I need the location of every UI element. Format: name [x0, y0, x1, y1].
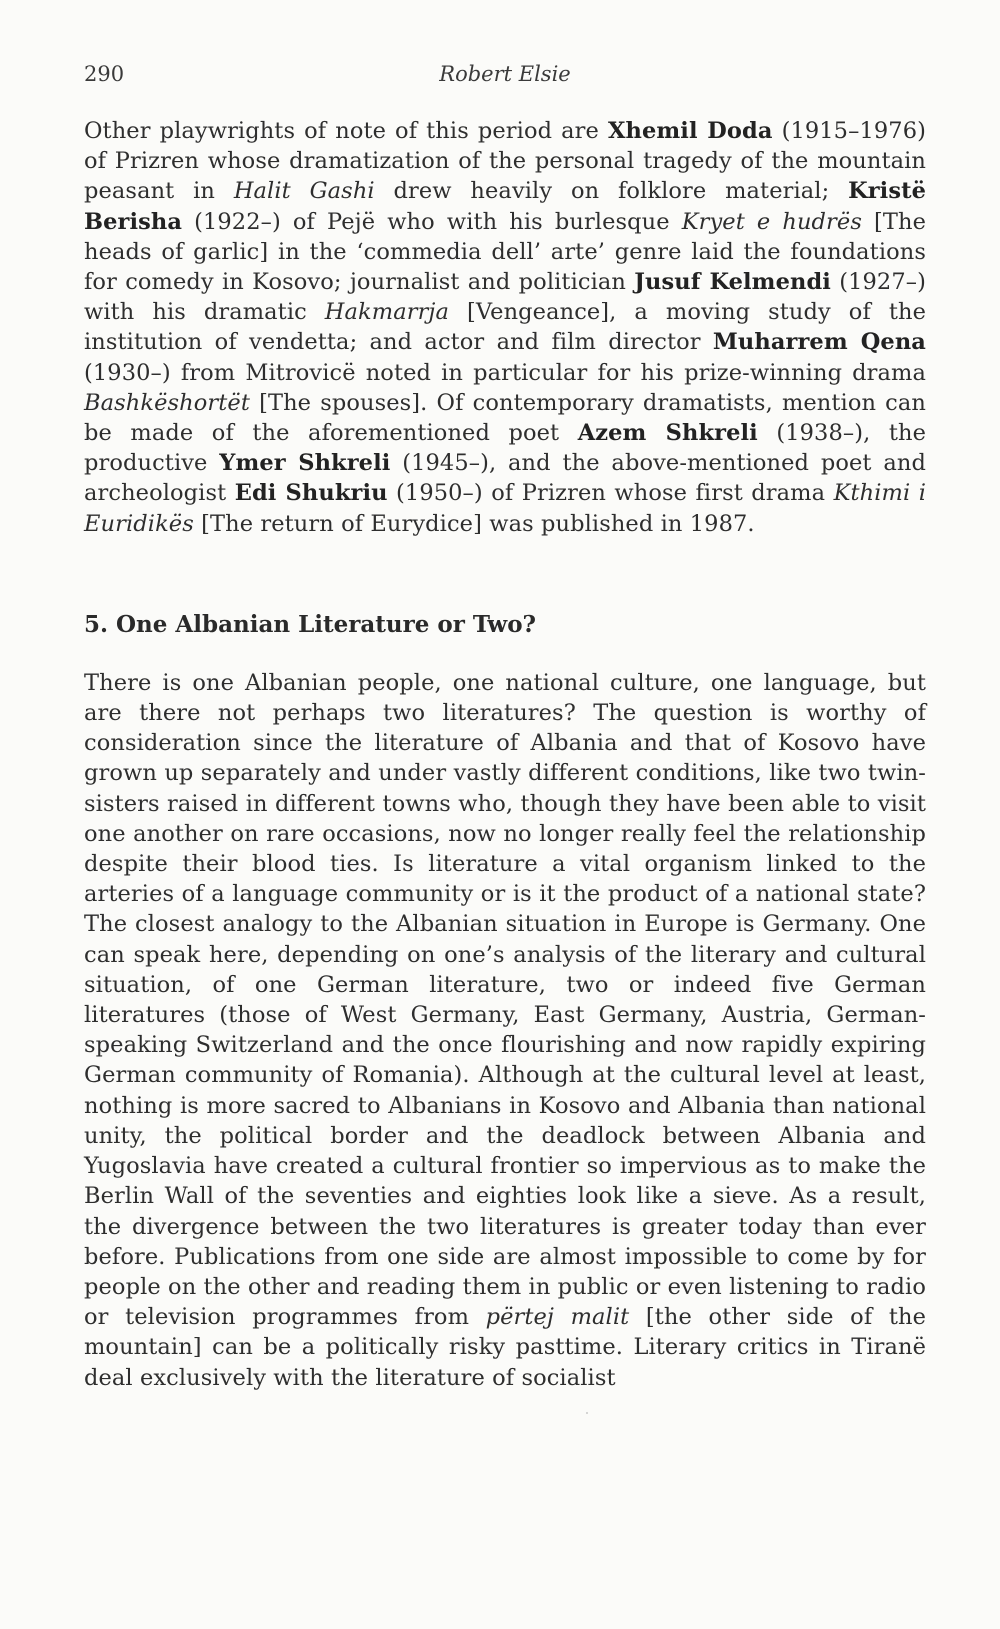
paragraph-text: Other playwrights of note of this period are	[84, 118, 608, 144]
paragraph-text: There is one Albanian people, one national culture, one language, but are there not perhaps two literatures? The question is worthy of consideration since the literature of Albania and that of Kosovo have grown up separately and under vastly different conditions, like two twin-sisters raised in different towns who, though they have been able to visit one another on rare occasions, now no longer really feel the relationship despite their blood ties. Is literature a vital organism linked to the arteries of a language community or is it the product of a national state? The closest analogy to the Albanian situation in Europe is Germany. One can speak here, depending on one’s analysis of the literary and cultural situation, of one German literature, two or indeed five German literatures (those of West Germany, East Germany, Austria, German-speaking Switzerland and the once flourishing and now rapidly expiring German community of Romania). Although at the cultural level at least, nothing is more sacred to Albanians in Kosovo and Albania than national unity, the political border and the deadlock between Albania and Yugoslavia have created a cultural frontier so impervious as to make the Berlin Wall of the seventies and eighties look like a sieve. As a result, the divergence between the two literatures is greater today than ever before. Publications from one side are almost impossible to come by for people on the other and reading them in public or even listening to radio or television programmes from	[84, 669, 926, 1331]
running-head-author: Robert Elsie	[439, 62, 571, 86]
author-name: Edi Shukriu	[234, 480, 388, 507]
paragraph-text: [the other side of the mountain] can be a politically risky pasttime. Literary critics in Tiranë deal exclusively with the literature of socialist	[84, 1304, 926, 1391]
scan-speck	[586, 1412, 588, 1414]
section-heading: 5. One Albanian Literature or Two?	[84, 610, 537, 638]
paragraph-text: (1915–1976) of Prizren whose dramatization of the personal tragedy of the mountain peasant in	[84, 118, 926, 205]
page-number: 290	[84, 62, 125, 86]
paragraph-text: [The return of Eurydice] was published in 1987.	[193, 510, 755, 537]
paragraph-playwrights	[84, 116, 926, 539]
running-head	[84, 62, 926, 96]
paragraph-two-literatures	[84, 668, 926, 1393]
book-page	[84, 62, 926, 1393]
author-name: Muharrem Qena	[712, 329, 926, 356]
paragraph-text: (1945–), and the above-mentioned poet and archeologist	[84, 450, 926, 507]
paragraph-text: (1930–) from Mitrovicë noted in particular for his prize-winning drama	[84, 359, 926, 386]
work-title: Kthimi i Euridikës	[84, 480, 926, 537]
work-title: Halit Gashi	[233, 178, 375, 205]
paragraph-text: [The spouses]. Of contemporary dramatists, mention can be made of the aforementioned poet	[84, 389, 926, 447]
author-name: Azem Shkreli	[577, 420, 758, 447]
paragraph-text: (1950–) of Prizren whose first drama	[387, 480, 834, 507]
work-title: Bashkëshortët	[84, 389, 250, 416]
foreign-phrase: përtej malit	[485, 1304, 630, 1331]
work-title: Hakmarrja	[324, 299, 450, 326]
author-name: Xhemil Doda	[607, 118, 773, 144]
paragraph-text: (1922–) of Pejë who with his burlesque	[182, 208, 682, 235]
author-name: Kristë Berisha	[84, 178, 926, 235]
work-title: Kryet e hudrës	[681, 208, 862, 235]
paragraph-text: (1938–), the productive	[84, 420, 927, 477]
paragraph-text: drew heavily on folklore material;	[374, 178, 849, 205]
paragraph-text: [Vengeance], a moving study of the institution of vendetta; and actor and film director	[84, 299, 926, 356]
author-name: Ymer Shkreli	[219, 450, 391, 477]
paragraph-text: [The heads of garlic] in the ‘commedia dell’ arte’ genre laid the foundations for comedy in Kosovo; journalist and politician	[84, 208, 927, 296]
author-name: Jusuf Kelmendi	[634, 269, 831, 296]
paragraph-text: (1927–) with his dramatic	[84, 269, 926, 326]
